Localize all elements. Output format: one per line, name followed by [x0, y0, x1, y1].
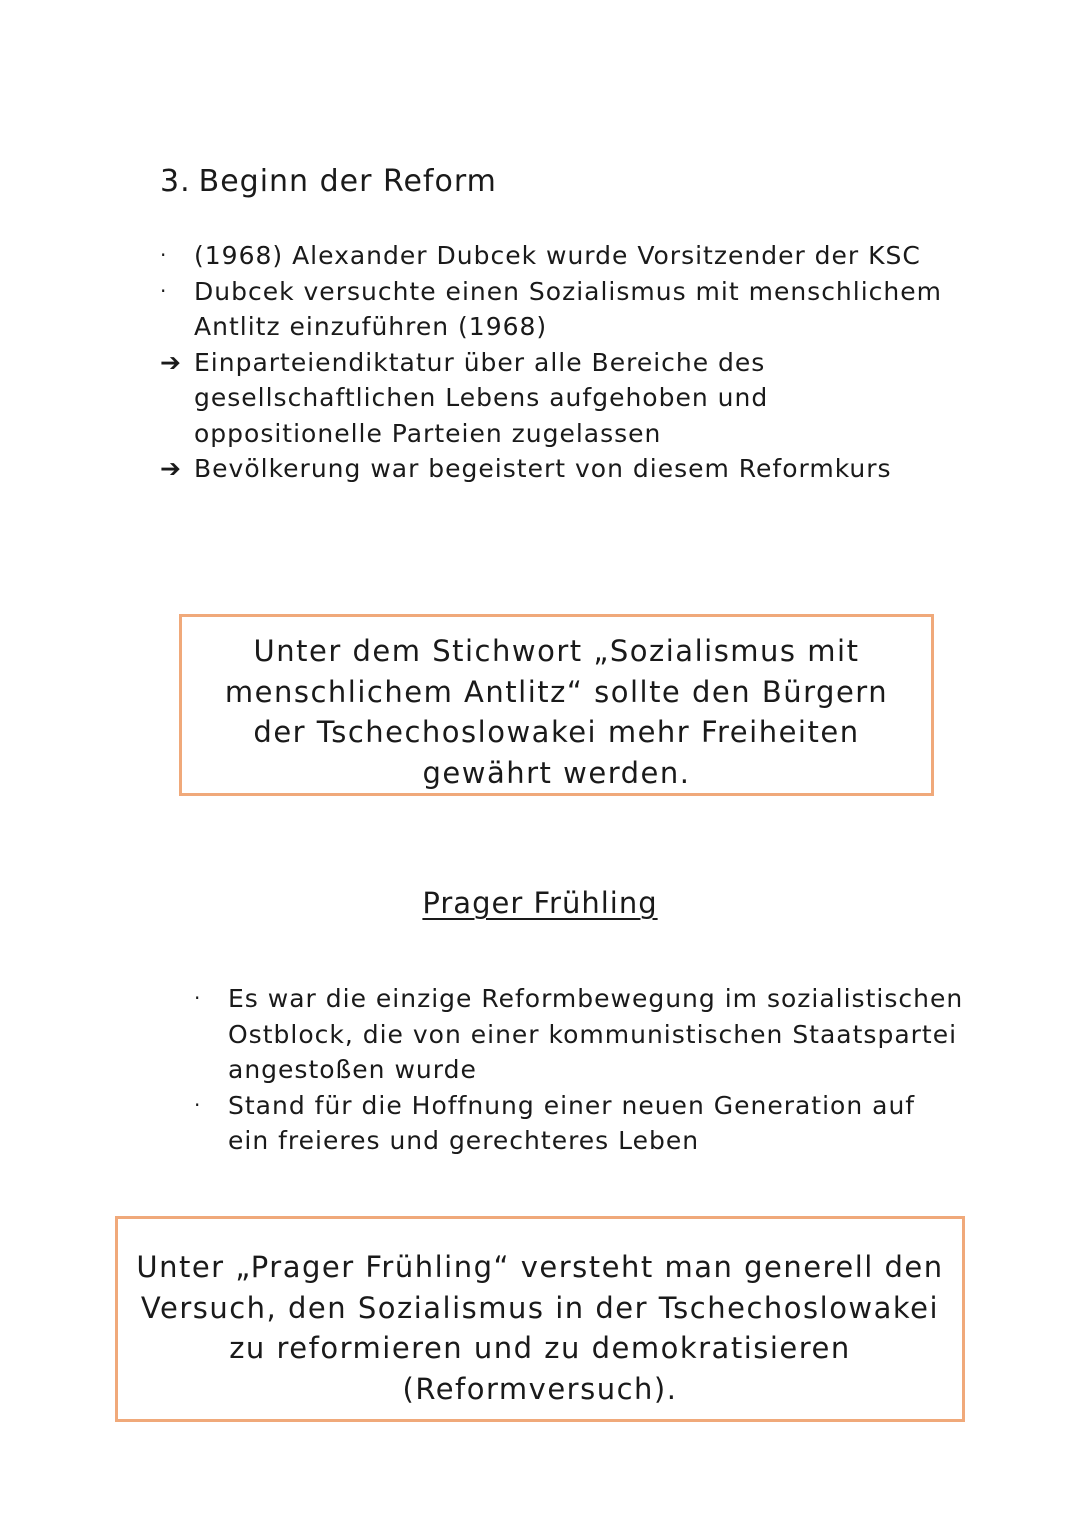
arrow-right-icon: ➔ — [160, 454, 182, 483]
prague-spring-heading-text: Prager Frühling — [422, 886, 658, 920]
list-item-text: Es war die einzige Reformbewegung im sozialistischen Ostblock, die von einer kommunistischen Staatspartei angestoßen wurde — [228, 984, 964, 1084]
section-number: 3. — [160, 164, 191, 199]
list-item-text: Dubcek versuchte einen Sozialismus mit menschlichem Antlitz einzuführen (1968) — [194, 276, 942, 341]
prague-spring-heading — [0, 886, 1080, 920]
bullet-dot-icon: · — [160, 278, 168, 303]
list-item — [160, 274, 960, 345]
bullet-dot-icon: · — [160, 243, 168, 267]
arrow-right-icon: ➔ — [160, 347, 182, 377]
definition-box-socialism — [179, 614, 934, 796]
list-item — [194, 981, 964, 1088]
section-title — [160, 164, 497, 199]
section-title-text: Beginn der Reform — [198, 164, 497, 199]
list-item-text: Bevölkerung war begeistert von diesem Reformkurs — [194, 454, 892, 483]
definition-box-prague-spring — [115, 1216, 965, 1422]
definition-box-text: Unter dem Stichwort „Sozialismus mit menschlichem Antlitz“ sollte den Bürgern der Tschechoslowakei mehr Freiheiten gewährt werden. — [224, 634, 889, 790]
bullet-dot-icon: · — [194, 986, 202, 1010]
bullet-dot-icon: · — [194, 1092, 202, 1117]
definition-box-text: Unter „Prager Frühling“ versteht man generell den Versuch, den Sozialismus in der Tschechoslowakei zu reformieren und zu demokratisieren (Reformversuch). — [136, 1250, 944, 1406]
list-item — [160, 345, 960, 452]
list-item — [160, 451, 960, 487]
prague-spring-list — [194, 981, 964, 1159]
list-item-text: Einparteiendiktatur über alle Bereiche des gesellschaftlichen Lebens aufgehoben und oppositionelle Parteien zugelassen — [194, 347, 769, 448]
list-item — [194, 1088, 964, 1159]
list-item-text: (1968) Alexander Dubcek wurde Vorsitzender der KSC — [194, 241, 921, 270]
reform-list — [160, 238, 960, 487]
list-item-text: Stand für die Hoffnung einer neuen Generation auf ein freieres und gerechteres Leben — [228, 1090, 916, 1155]
list-item — [160, 238, 960, 274]
